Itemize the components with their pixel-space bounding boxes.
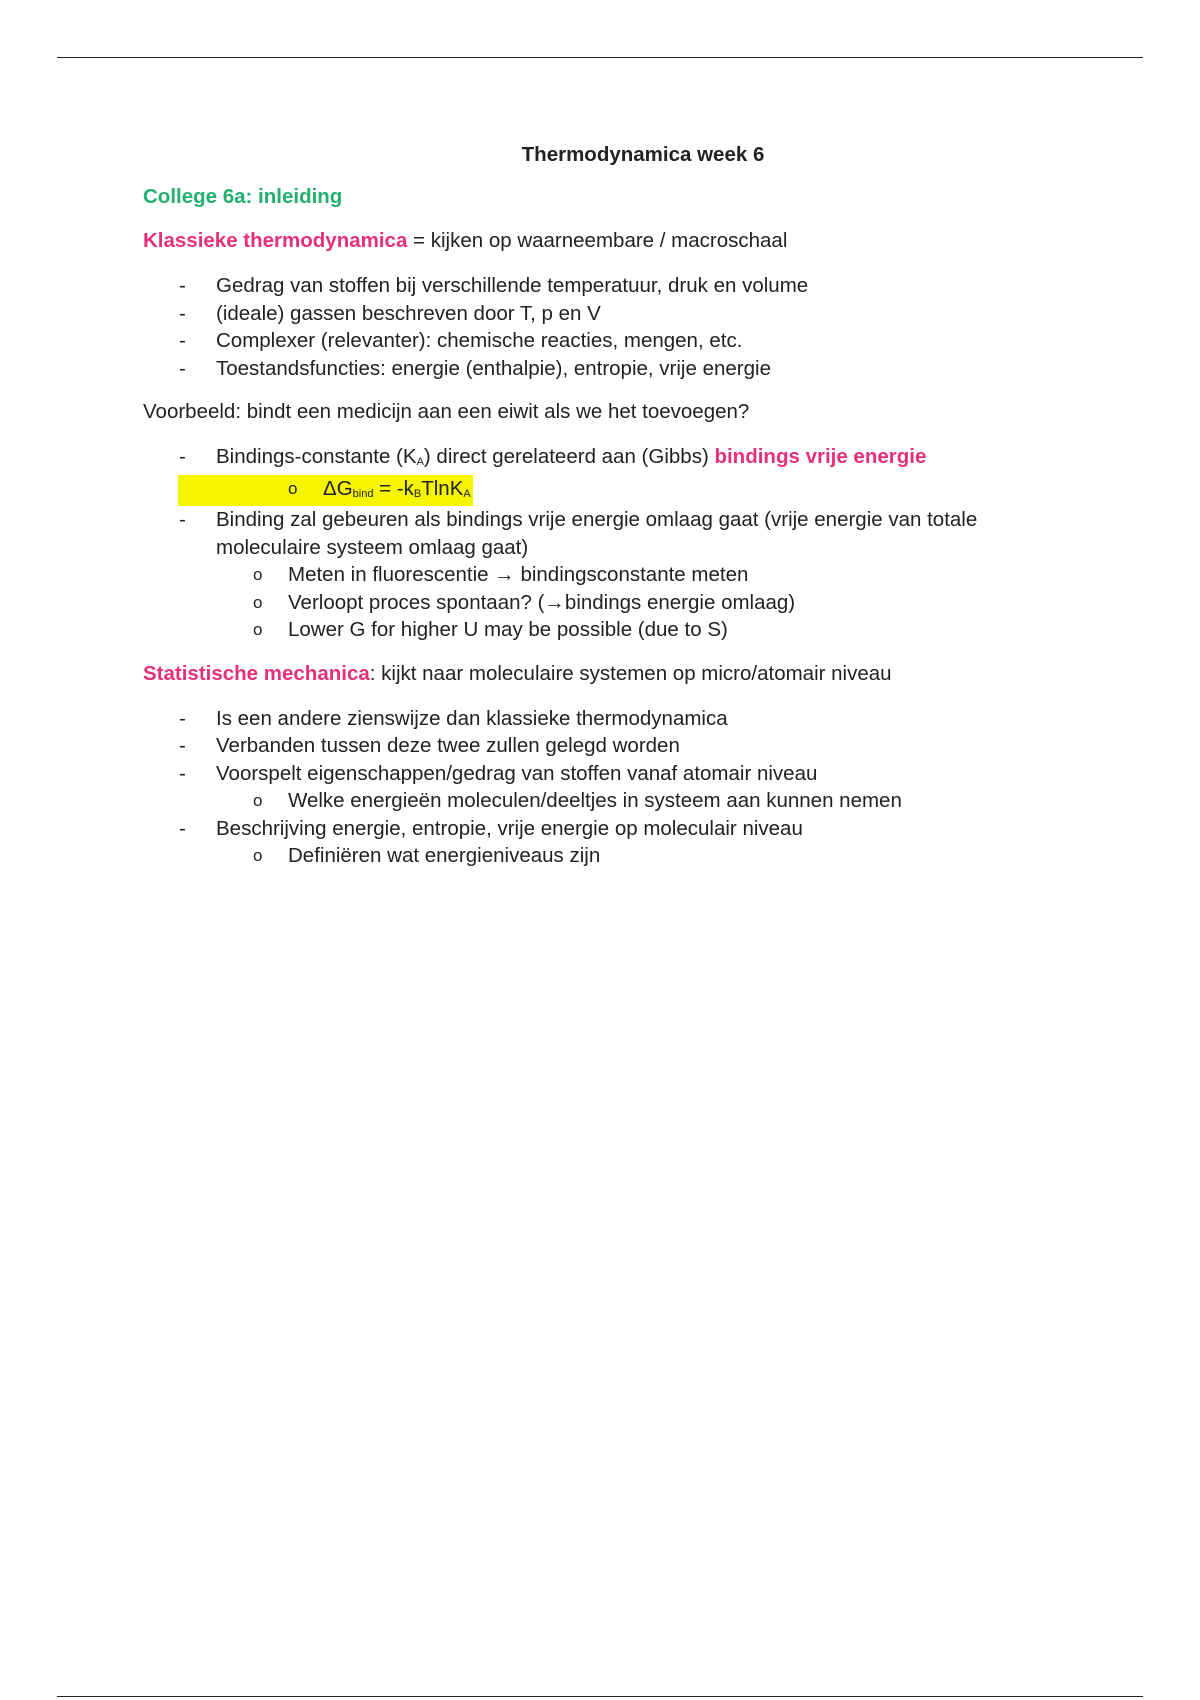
list-item-text: Beschrijving energie, entropie, vrije energie op moleculair niveau — [216, 816, 803, 840]
formula-item — [143, 475, 1083, 507]
dash-marker: - — [179, 329, 186, 352]
sub-list-item-text: Definiëren wat energieniveaus zijn — [288, 844, 601, 867]
list-item — [143, 760, 1083, 788]
circle-marker: o — [253, 565, 263, 584]
statistische-definition-text: : kijkt naar moleculaire systemen op micro/atomair niveau — [369, 661, 892, 685]
list-item — [143, 705, 1083, 733]
circle-marker: o — [253, 620, 263, 639]
sub-list-item-text: Welke energieën moleculen/deeltjes in systeem aan kunnen nemen — [288, 789, 902, 812]
college-heading: College 6a: inleiding — [143, 185, 343, 208]
list-item-text: Toestandsfuncties: energie (enthalpie), entropie, vrije energie — [216, 356, 771, 380]
sub-list-item-text: Meten in fluorescentie → bindingsconstante meten — [288, 563, 749, 586]
sub-list-item-text: Lower G for higher U may be possible (due to S) — [288, 618, 728, 641]
dash-marker: - — [179, 734, 186, 757]
statistische-list — [143, 705, 1083, 870]
dash-marker: - — [179, 816, 186, 840]
page-title: Thermodynamica week 6 — [521, 143, 765, 166]
subscript: A — [416, 456, 424, 468]
list-item-text: Complexer (relevanter): chemische reacties, mengen, etc. — [216, 329, 743, 352]
formula-text: TlnK — [421, 476, 464, 500]
document-body — [143, 143, 1083, 886]
dash-marker: - — [179, 508, 186, 531]
list-item — [143, 272, 1083, 300]
list-item-text: Is een andere zienswijze dan klassieke thermodynamica — [216, 706, 728, 730]
header-rule — [57, 57, 1143, 58]
list-item-text: Bindings-constante (K — [216, 445, 417, 468]
sub-list-item — [143, 787, 1083, 815]
sub-list-item — [143, 561, 1083, 589]
list-item — [143, 815, 1083, 843]
dash-marker: - — [179, 356, 186, 380]
list-item-text: Gedrag van stoffen bij verschillende temperatuur, druk en volume — [216, 274, 809, 297]
klassieke-definition-text: = kijken op waarneembare / macroschaal — [407, 229, 788, 252]
list-item — [143, 506, 1083, 561]
binding-list — [143, 443, 1083, 644]
subscript: B — [413, 487, 422, 500]
list-item-text: Binding zal gebeuren als bindings vrije energie omlaag gaat (vrije energie van totale — [216, 508, 978, 531]
list-item-text: Voorspelt eigenschappen/gedrag van stoffen vanaf atomair niveau — [216, 761, 818, 785]
klassieke-list — [143, 272, 1083, 382]
klassieke-definition — [143, 227, 1083, 254]
sub-list-item — [143, 842, 1083, 870]
dash-marker: - — [179, 706, 186, 730]
statistische-term: Statistische mechanica — [143, 661, 370, 685]
klassieke-term: Klassieke thermodynamica — [143, 229, 408, 252]
subscript: A — [463, 487, 471, 500]
dash-marker: - — [179, 274, 186, 297]
formula-text: ΔG — [323, 476, 353, 500]
footer-rule — [57, 1696, 1143, 1697]
list-item-text: (ideale) gassen beschreven door T, p en V — [216, 301, 601, 325]
list-item — [143, 443, 1083, 475]
circle-marker: o — [253, 846, 263, 865]
subscript: bind — [352, 487, 374, 500]
dash-marker: - — [179, 761, 186, 785]
list-item — [143, 327, 1083, 355]
sub-list-item-text: Verloopt proces spontaan? (→bindings energie omlaag) — [288, 590, 796, 614]
sub-list-item — [143, 589, 1083, 617]
list-item — [143, 300, 1083, 328]
list-item-text: moleculaire systeem omlaag gaat) — [216, 535, 529, 559]
circle-marker: o — [253, 791, 263, 810]
emphasis-term: bindings vrije energie — [714, 445, 927, 468]
circle-marker: o — [253, 592, 263, 612]
list-item-text: ) direct gerelateerd aan (Gibbs) — [423, 445, 715, 468]
list-item — [143, 732, 1083, 760]
statistische-definition — [143, 660, 1083, 687]
list-item-text: Verbanden tussen deze twee zullen gelegd worden — [216, 734, 680, 757]
formula-highlight — [178, 475, 473, 507]
list-item — [143, 355, 1083, 383]
formula-text: = -k — [373, 476, 414, 500]
dash-marker: - — [179, 301, 186, 325]
dash-marker: - — [179, 445, 186, 468]
circle-marker: o — [288, 478, 298, 498]
sub-list-item — [143, 616, 1083, 644]
voorbeeld-question: Voorbeeld: bindt een medicijn aan een eiwit als we het toevoegen? — [143, 400, 750, 423]
